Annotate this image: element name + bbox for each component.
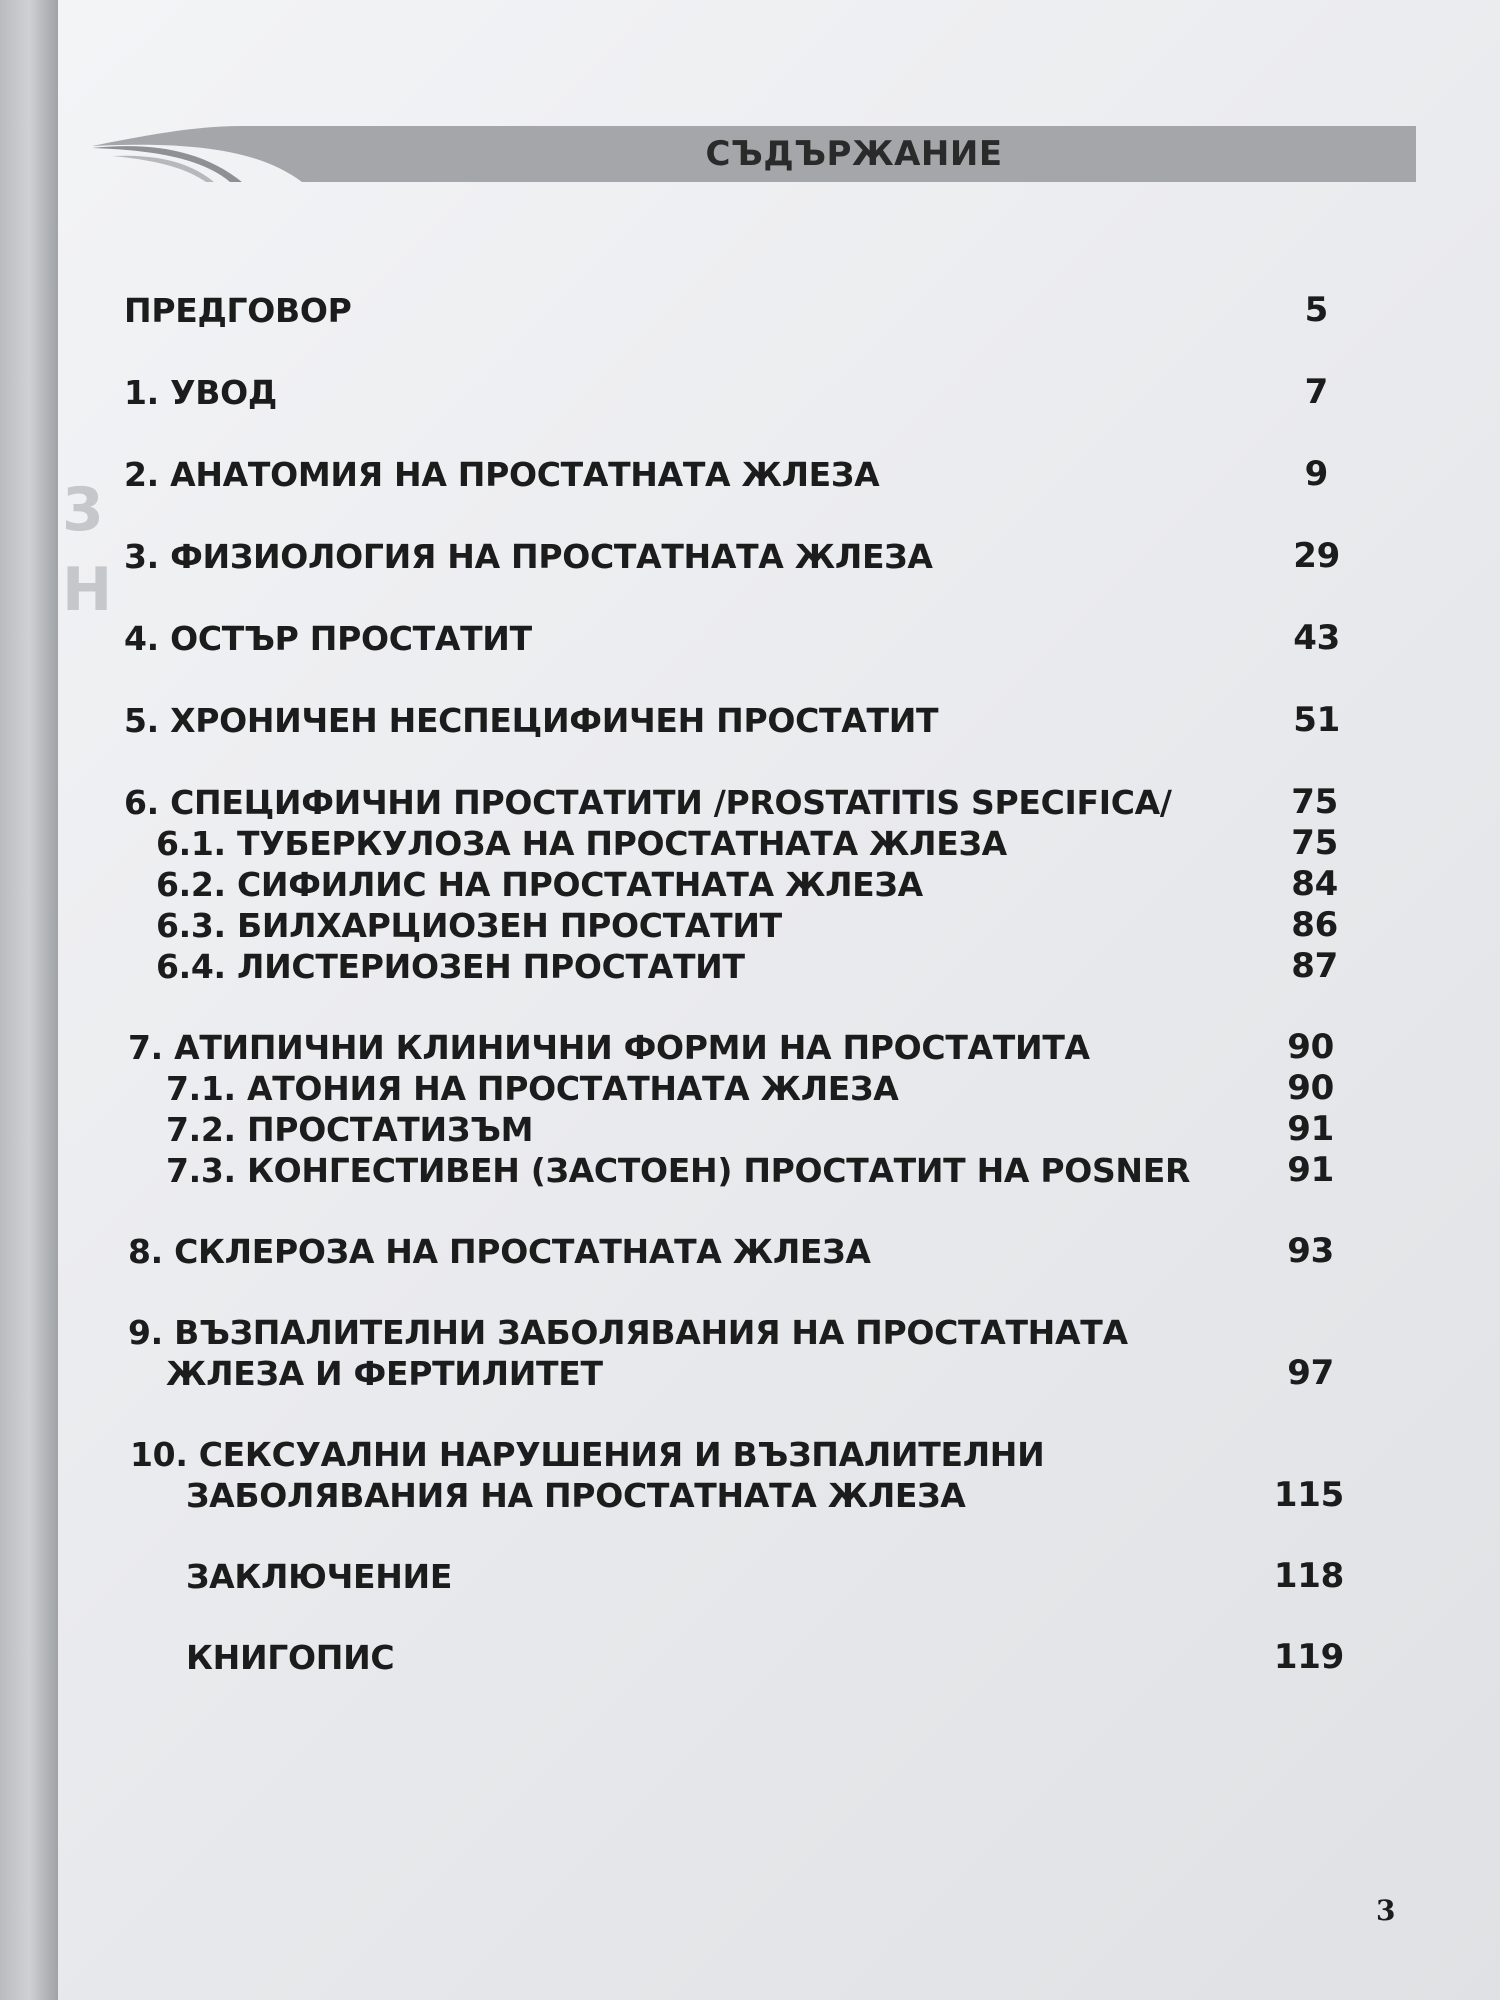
toc-entry-page: 90 <box>1287 1068 1334 1108</box>
toc-entry-chapter-5[interactable] <box>120 700 1360 741</box>
toc-entry-section-7-1[interactable] <box>120 1068 1360 1109</box>
toc-entry-chapter-1[interactable] <box>120 372 1360 413</box>
toc-entry-page: 115 <box>1273 1475 1344 1515</box>
toc-entry-page: 97 <box>1287 1353 1334 1393</box>
toc-entry-page: 9 <box>1304 454 1328 494</box>
toc-entry-title: КНИГОПИС <box>186 1638 395 1677</box>
toc-entry-title: ПРЕДГОВОР <box>124 291 352 330</box>
toc-entry-chapter-2[interactable] <box>120 454 1360 495</box>
toc-entry-title: ЗАКЛЮЧЕНИЕ <box>186 1557 453 1596</box>
toc-entry-chapter-10-cont[interactable] <box>120 1475 1360 1516</box>
toc-entry-bibliography[interactable] <box>120 1637 1360 1678</box>
toc-entry-page: 91 <box>1287 1109 1334 1149</box>
book-gutter <box>0 0 58 2000</box>
toc-entry-page: 75 <box>1291 823 1338 863</box>
toc-entry-page: 51 <box>1293 700 1340 740</box>
toc-entry-title: 3. ФИЗИОЛОГИЯ НА ПРОСТАТНАТА ЖЛЕЗА <box>124 537 933 576</box>
toc-entry-chapter-3[interactable] <box>120 536 1360 577</box>
toc-entry-preface[interactable] <box>120 290 1360 331</box>
toc-entry-chapter-9-cont[interactable] <box>120 1353 1360 1394</box>
toc-entry-title: 4. ОСТЪР ПРОСТАТИТ <box>124 619 532 658</box>
toc-entry-page: 75 <box>1291 782 1338 822</box>
toc-entry-page: 5 <box>1304 290 1328 330</box>
toc-entry-title: 6.4. ЛИСТЕРИОЗЕН ПРОСТАТИТ <box>156 947 745 986</box>
toc-entry-title: 6.1. ТУБЕРКУЛОЗА НА ПРОСТАТНАТА ЖЛЕЗА <box>156 824 1007 863</box>
toc-entry-conclusion[interactable] <box>120 1556 1360 1597</box>
toc-entry-section-6-2[interactable] <box>120 864 1360 905</box>
toc-entry-page: 119 <box>1273 1637 1344 1677</box>
toc-entry-chapter-7[interactable] <box>120 1027 1360 1068</box>
toc-entry-section-6-1[interactable] <box>120 823 1360 864</box>
show-through-text: 3 Н <box>62 475 113 625</box>
toc-entry-title: 7. АТИПИЧНИ КЛИНИЧНИ ФОРМИ НА ПРОСТАТИТА <box>128 1028 1090 1067</box>
toc-entry-page: 118 <box>1273 1556 1344 1596</box>
contents-title: СЪДЪРЖАНИЕ <box>705 134 1003 174</box>
toc-entry-page: 84 <box>1291 864 1338 904</box>
toc-entry-page: 7 <box>1304 372 1328 412</box>
toc-entry-title: 2. АНАТОМИЯ НА ПРОСТАТНАТА ЖЛЕЗА <box>124 455 880 494</box>
toc-entry-title: 8. СКЛЕРОЗА НА ПРОСТАТНАТА ЖЛЕЗА <box>128 1232 871 1271</box>
toc-entry-title: 9. ВЪЗПАЛИТЕЛНИ ЗАБОЛЯВАНИЯ НА ПРОСТАТНАТА <box>128 1313 1128 1352</box>
toc-entry-chapter-10[interactable] <box>120 1434 1360 1475</box>
toc-entry-section-6-3[interactable] <box>120 905 1360 946</box>
toc-entry-chapter-6[interactable] <box>120 782 1360 823</box>
toc-entry-title: 6.3. БИЛХАРЦИОЗЕН ПРОСТАТИТ <box>156 906 782 945</box>
contents-header <box>92 126 1416 182</box>
toc-entry-section-7-3[interactable] <box>120 1150 1360 1191</box>
toc-entry-section-7-2[interactable] <box>120 1109 1360 1150</box>
toc-entry-section-6-4[interactable] <box>120 946 1360 987</box>
toc-entry-page: 87 <box>1291 946 1338 986</box>
toc-entry-chapter-8[interactable] <box>120 1231 1360 1272</box>
toc-entry-page: 90 <box>1287 1027 1334 1067</box>
toc-entry-page: 91 <box>1287 1150 1334 1190</box>
toc-entry-chapter-4[interactable] <box>120 618 1360 659</box>
table-of-contents <box>120 290 1360 1678</box>
toc-entry-title: 1. УВОД <box>124 373 277 412</box>
toc-entry-page: 93 <box>1287 1231 1334 1271</box>
page-number: 3 <box>1376 1894 1396 1927</box>
toc-entry-title: ЗАБОЛЯВАНИЯ НА ПРОСТАТНАТА ЖЛЕЗА <box>186 1476 966 1515</box>
toc-entry-title: ЖЛЕЗА И ФЕРТИЛИТЕТ <box>166 1354 603 1393</box>
toc-entry-chapter-9[interactable] <box>120 1312 1360 1353</box>
toc-entry-title: 7.2. ПРОСТАТИЗЪМ <box>166 1110 534 1149</box>
toc-entry-title: 6.2. СИФИЛИС НА ПРОСТАТНАТА ЖЛЕЗА <box>156 865 923 904</box>
toc-entry-page: 43 <box>1293 618 1340 658</box>
toc-entry-page: 29 <box>1293 536 1340 576</box>
toc-entry-title: 5. ХРОНИЧЕН НЕСПЕЦИФИЧЕН ПРОСТАТИТ <box>124 701 939 740</box>
toc-entry-title: 7.1. АТОНИЯ НА ПРОСТАТНАТА ЖЛЕЗА <box>166 1069 899 1108</box>
toc-entry-page: 86 <box>1291 905 1338 945</box>
toc-entry-title: 7.3. КОНГЕСТИВЕН (ЗАСТОЕН) ПРОСТАТИТ НА POSNER <box>166 1151 1191 1190</box>
toc-entry-title: 6. СПЕЦИФИЧНИ ПРОСТАТИТИ /PROSTATITIS SPECIFICA/ <box>124 783 1172 822</box>
toc-entry-title: 10. СЕКСУАЛНИ НАРУШЕНИЯ И ВЪЗПАЛИТЕЛНИ <box>130 1435 1045 1474</box>
